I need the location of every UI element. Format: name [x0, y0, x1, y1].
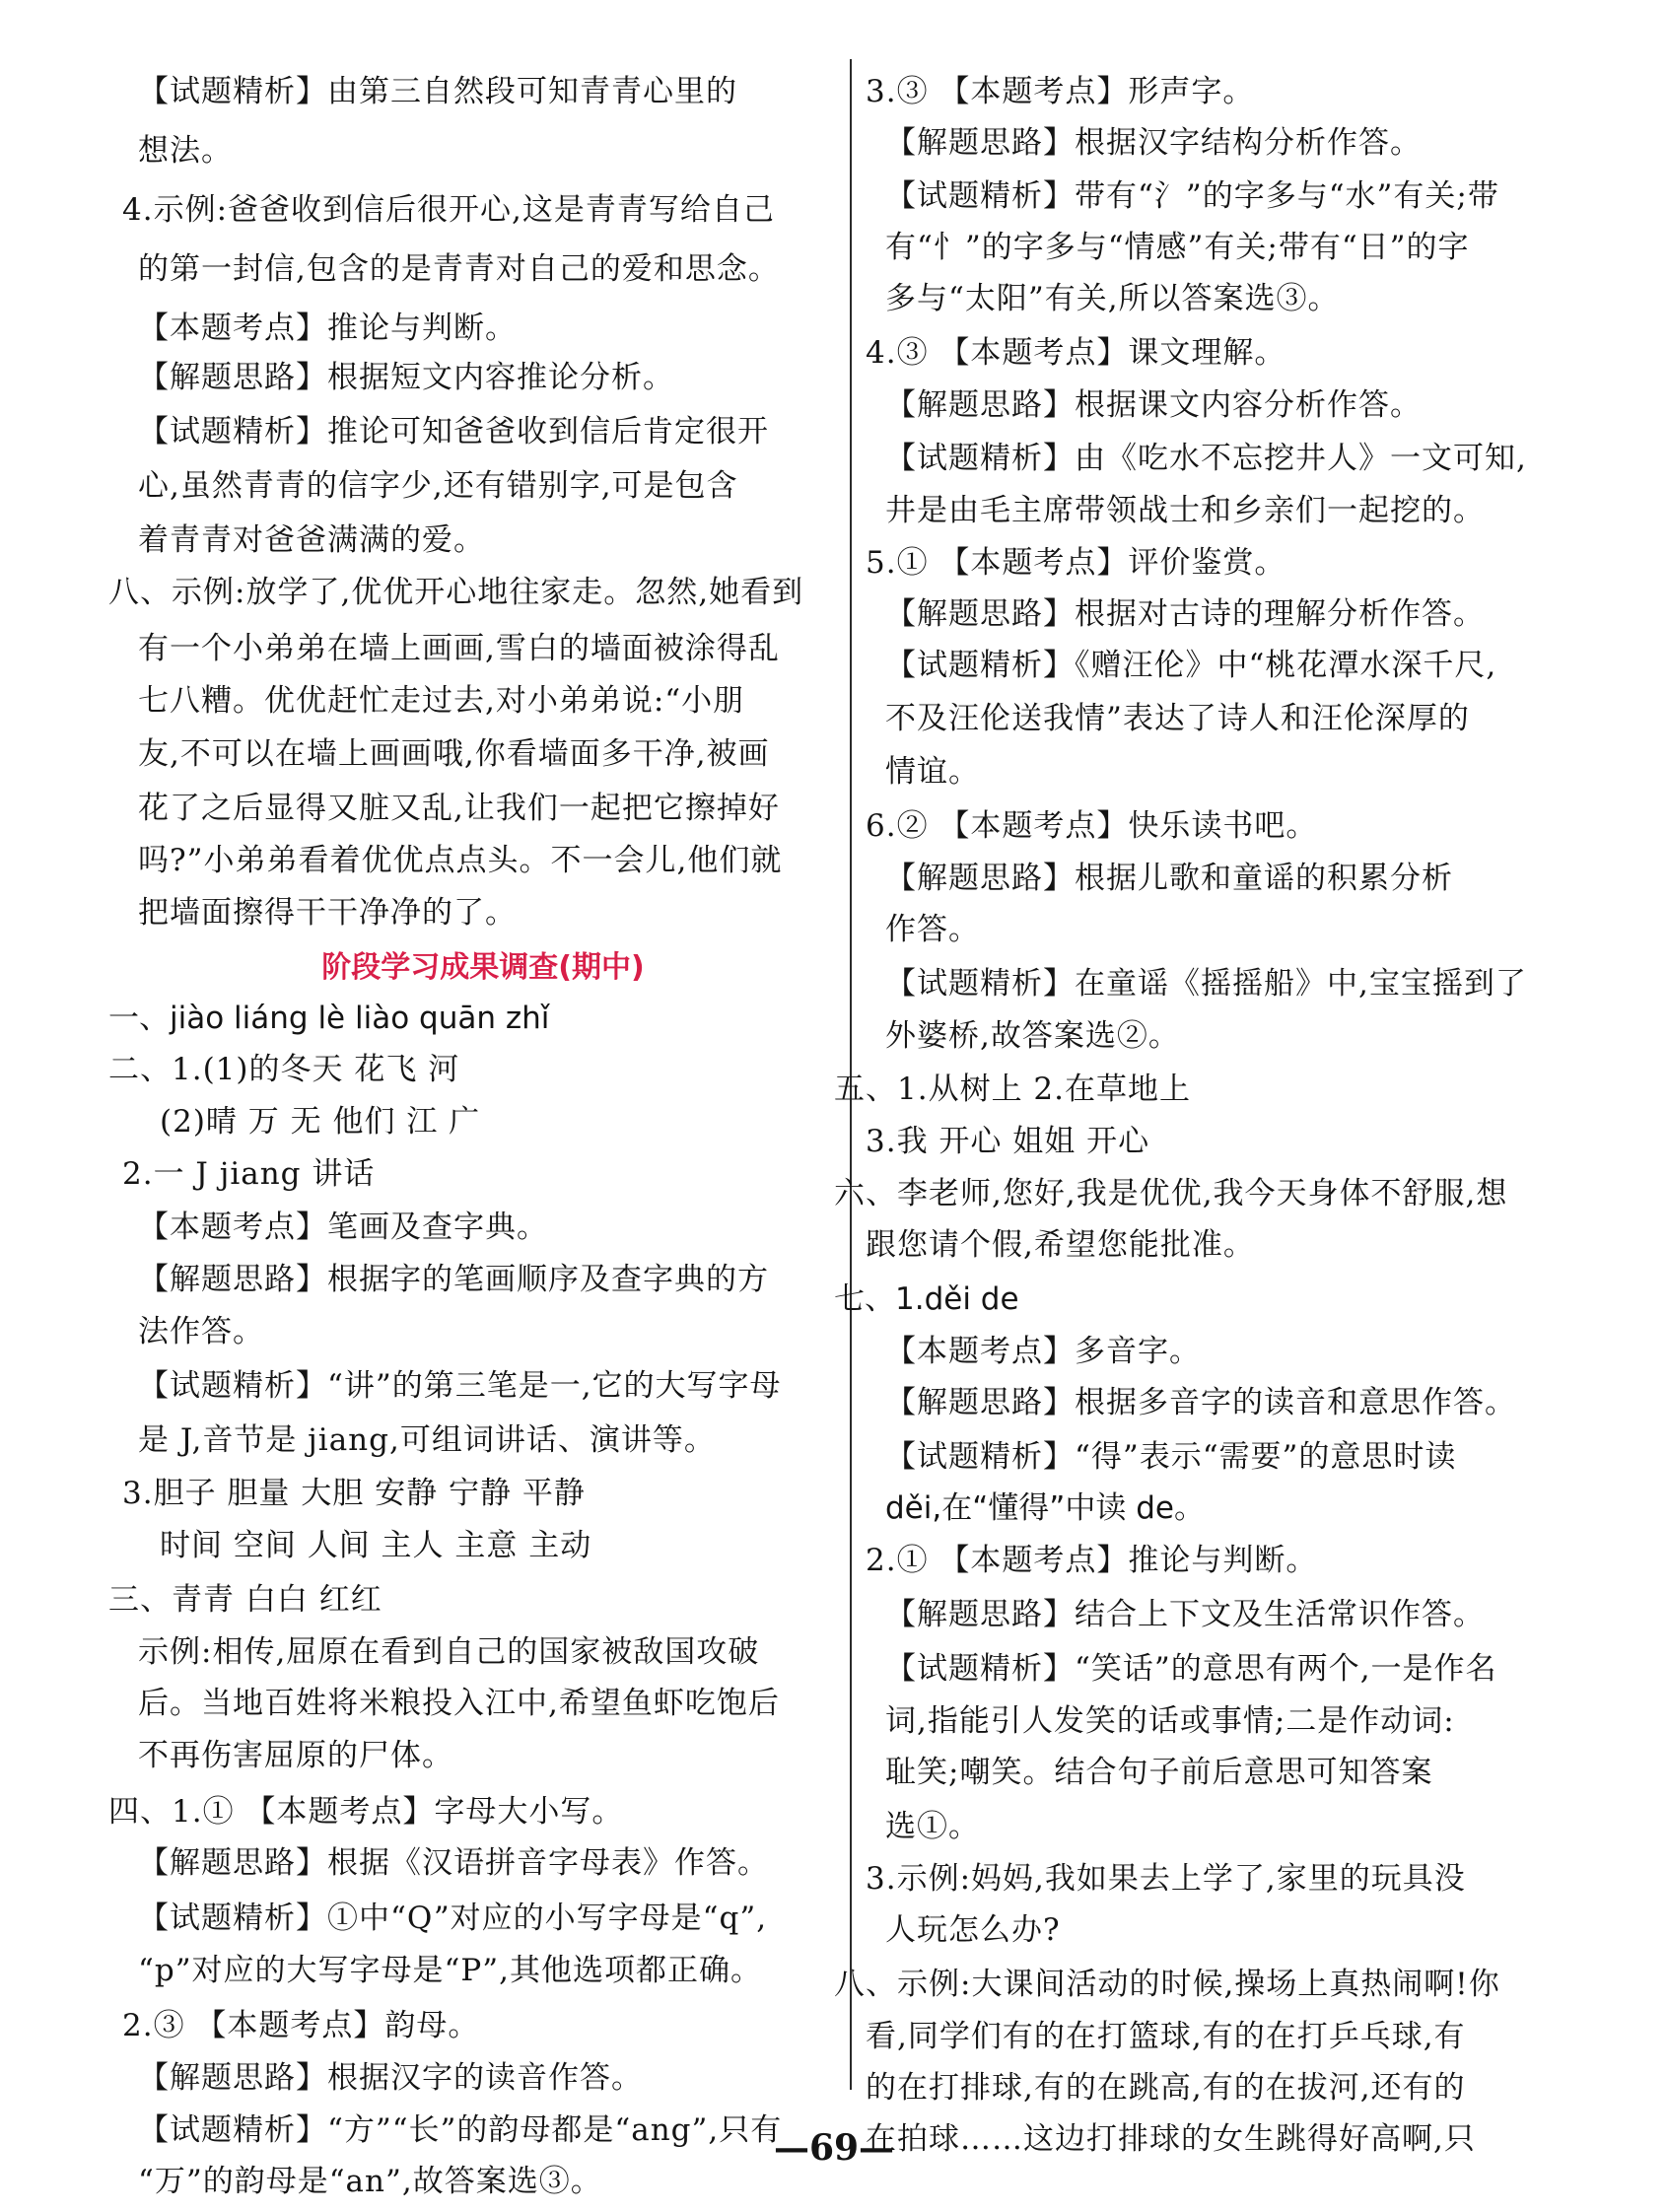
left-line: (2)晴 万 无 他们 江 广 — [160, 1104, 481, 1140]
right-line: 2.① 【本题考点】推论与判断。 — [866, 1543, 1318, 1578]
left-line: 4.示例:爸爸收到信后很开心,这是青青写给自己 — [122, 192, 775, 228]
left-line: 把墙面擦得干干净净的了。 — [138, 895, 517, 931]
left-line: 【试题精析】推论可知爸爸收到信后肯定很开 — [138, 414, 769, 449]
left-line: 吗?”小弟弟看着优优点点头。不一会儿,他们就 — [138, 843, 783, 878]
right-line: 跟您请个假,希望您能批准。 — [866, 1227, 1255, 1263]
right-line: 作答。 — [885, 912, 980, 947]
right-line: 八、示例:大课间活动的时候,操场上真热闹啊!你 — [834, 1967, 1500, 2002]
left-line: 2.一 J jiang 讲话 — [122, 1156, 376, 1192]
right-line: 【解题思路】根据多音字的读音和意思作答。 — [885, 1385, 1516, 1420]
left-line: 的第一封信,包含的是青青对自己的爱和思念。 — [138, 251, 780, 287]
left-line: 【试题精析】①中“Q”对应的小写字母是“q”, — [138, 1901, 768, 1936]
right-line: 七、1.děi de — [834, 1281, 1019, 1317]
left-line: 想法。 — [138, 133, 233, 169]
left-line: “p”对应的大写字母是“P”,其他选项都正确。 — [138, 1953, 762, 1988]
right-line: 4.③ 【本题考点】课文理解。 — [866, 335, 1286, 371]
left-line: 花了之后显得又脏又乱,让我们一起把它擦掉好 — [138, 791, 780, 826]
left-line: 四、1.① 【本题考点】字母大小写。 — [108, 1794, 624, 1830]
right-line: 【试题精析】由《吃水不忘挖井人》一文可知, — [885, 441, 1527, 476]
left-line: 【试题精析】“方”“长”的韵母都是“ang”,只有 — [138, 2112, 783, 2148]
left-line: 示例:相传,屈原在看到自己的国家被敌国攻破 — [138, 1634, 760, 1670]
left-line: 七八糟。优优赶忙走过去,对小弟弟说:“小朋 — [138, 683, 745, 719]
right-line: 井是由毛主席带领战士和乡亲们一起挖的。 — [885, 493, 1485, 528]
right-line: 3.我 开心 姐姐 开心 — [866, 1124, 1150, 1159]
left-line: 着青青对爸爸满满的爱。 — [138, 522, 485, 558]
right-line: 【试题精析】“笑话”的意思有两个,一是作名 — [885, 1651, 1497, 1687]
left-line: 2.③ 【本题考点】韵母。 — [122, 2008, 480, 2043]
right-line: 【试题精析】《赠汪伦》中“桃花潭水深千尺, — [885, 648, 1497, 683]
left-line: 是 J,音节是 jiang,可组词讲话、演讲等。 — [138, 1422, 716, 1458]
right-line: 的在打排球,有的在跳高,有的在拔河,还有的 — [866, 2070, 1466, 2106]
right-line: 6.② 【本题考点】快乐读书吧。 — [866, 808, 1318, 844]
left-line: “万”的韵母是“an”,故答案选③。 — [138, 2164, 602, 2199]
right-line: 六、李老师,您好,我是优优,我今天身体不舒服,想 — [834, 1176, 1508, 1211]
right-line: 【解题思路】根据汉字结构分析作答。 — [885, 125, 1422, 161]
left-line: 三、青青 白白 红红 — [108, 1582, 382, 1618]
left-line: 3.胆子 胆量 大胆 安静 宁静 平静 — [122, 1476, 586, 1511]
right-line: 【解题思路】根据儿歌和童谣的积累分析 — [885, 861, 1453, 896]
left-line: 友,不可以在墙上画画哦,你看墙面多干净,被画 — [138, 736, 770, 772]
left-line: 有一个小弟弟在墙上画画,雪白的墙面被涂得乱 — [138, 631, 780, 666]
left-line: 【本题考点】笔画及查字典。 — [138, 1210, 548, 1245]
left-line: 八、示例:放学了,优优开心地往家走。忽然,她看到 — [108, 575, 804, 610]
left-line: 心,虽然青青的信字少,还有错别字,可是包含 — [138, 468, 738, 504]
right-line: 【试题精析】带有“氵”的字多与“水”有关;带 — [885, 178, 1499, 214]
right-line: 有“忄”的字多与“情感”有关;带有“日”的字 — [885, 230, 1470, 265]
right-line: 五、1.从树上 2.在草地上 — [834, 1071, 1192, 1107]
left-line: 时间 空间 人间 主人 主意 主动 — [160, 1528, 592, 1563]
right-line: 选①。 — [885, 1809, 980, 1844]
right-line: 【试题精析】“得”表示“需要”的意思时读 — [885, 1439, 1457, 1475]
left-line: 一、jiào liáng lè liào quān zhǐ — [108, 1001, 550, 1036]
section-title: 阶段学习成果调查(期中) — [321, 950, 645, 985]
left-line: 【试题精析】由第三自然段可知青青心里的 — [138, 74, 737, 109]
right-line: 【试题精析】在童谣《摇摇船》中,宝宝摇到了 — [885, 966, 1527, 1002]
right-line: 5.① 【本题考点】评价鉴赏。 — [866, 545, 1286, 581]
right-line: 情谊。 — [885, 754, 980, 790]
right-line: 不及汪伦送我情”表达了诗人和汪伦深厚的 — [885, 701, 1470, 736]
left-line: 不再伤害屈原的尸体。 — [138, 1738, 453, 1773]
right-line: 多与“太阳”有关,所以答案选③。 — [885, 281, 1340, 316]
left-line: 【试题精析】“讲”的第三笔是一,它的大写字母 — [138, 1368, 782, 1404]
right-line: 【解题思路】根据对古诗的理解分析作答。 — [885, 596, 1485, 632]
right-line: 【解题思路】根据课文内容分析作答。 — [885, 387, 1422, 423]
left-line: 【本题考点】推论与判断。 — [138, 311, 517, 346]
page-number: —69— — [773, 2127, 895, 2169]
left-line: 法作答。 — [138, 1314, 264, 1349]
left-line: 二、1.(1)的冬天 花飞 河 — [108, 1052, 460, 1087]
right-line: 人玩怎么办? — [885, 1912, 1061, 1948]
left-line: 后。当地百姓将米粮投入江中,希望鱼虾吃饱后 — [138, 1686, 780, 1721]
right-line: 【解题思路】结合上下文及生活常识作答。 — [885, 1597, 1485, 1632]
left-line: 【解题思路】根据汉字的读音作答。 — [138, 2060, 643, 2096]
left-line: 【解题思路】根据短文内容推论分析。 — [138, 360, 674, 395]
left-line: 【解题思路】根据《汉语拼音字母表》作答。 — [138, 1845, 769, 1881]
right-line: děi,在“懂得”中读 de。 — [885, 1490, 1205, 1526]
right-line: 词,指能引人发笑的话或事情;二是作动词: — [885, 1703, 1455, 1739]
right-line: 看,同学们有的在打篮球,有的在打乒乓球,有 — [866, 2019, 1466, 2054]
right-line: 耻笑;嘲笑。结合句子前后意思可知答案 — [885, 1755, 1433, 1790]
right-line: 3.示例:妈妈,我如果去上学了,家里的玩具没 — [866, 1861, 1466, 1897]
right-line: 在拍球……这边打排球的女生跳得好高啊,只 — [866, 2121, 1476, 2157]
right-line: 【本题考点】多音字。 — [885, 1334, 1201, 1369]
right-line: 外婆桥,故答案选②。 — [885, 1018, 1180, 1054]
left-line: 【解题思路】根据字的笔画顺序及查字典的方 — [138, 1262, 769, 1297]
right-line: 3.③ 【本题考点】形声字。 — [866, 74, 1255, 109]
